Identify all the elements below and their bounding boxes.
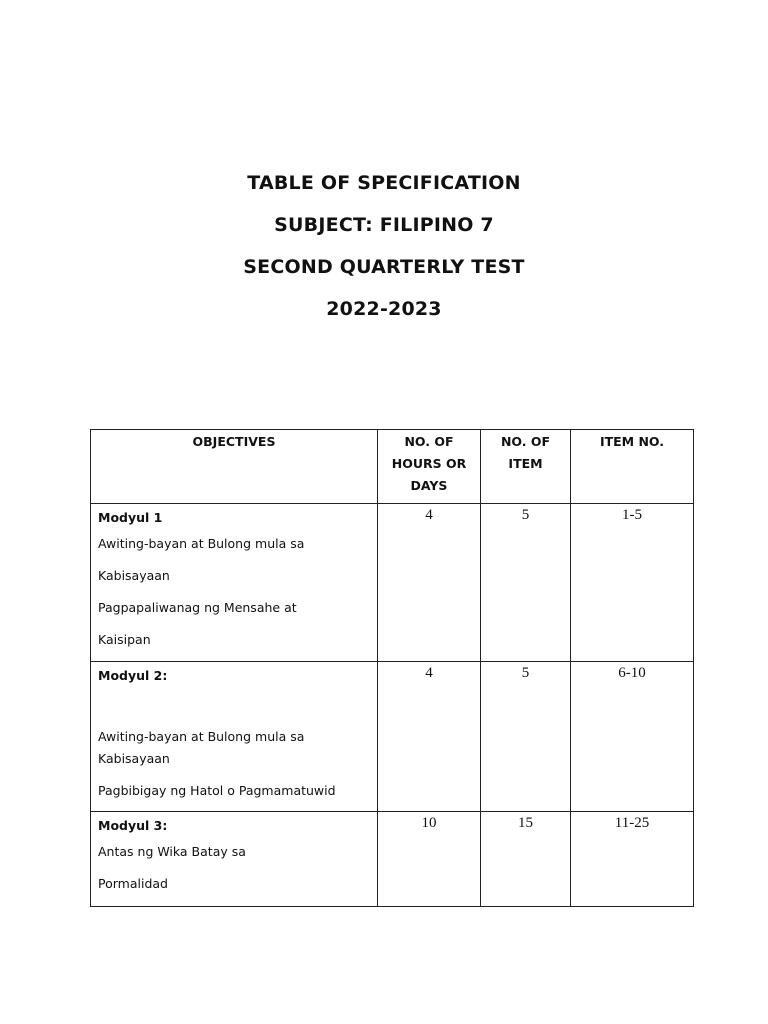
item-no-cell: 1-5 — [571, 504, 694, 662]
items-cell: 5 — [481, 662, 571, 812]
items-cell: 15 — [481, 812, 571, 907]
objective-line: Antas ng Wika Batay sa — [98, 844, 246, 859]
objective-line: Pagbibigay ng Hatol o Pagmamatuwid — [98, 783, 336, 798]
objective-line: Kabisayaan — [98, 751, 170, 766]
items-cell: 5 — [481, 504, 571, 662]
objective-line: Awiting-bayan at Bulong mula sa — [98, 729, 305, 744]
objective-cell — [91, 504, 378, 662]
module-label: Modyul 1 — [98, 510, 163, 525]
subject-line: SUBJECT: FILIPINO 7 — [274, 214, 494, 236]
table-row — [91, 662, 694, 812]
objective-line: Pormalidad — [98, 876, 168, 891]
item-no-cell: 6-10 — [571, 662, 694, 812]
header-items: NO. OF ITEM — [481, 430, 571, 504]
item-no-cell: 11-25 — [571, 812, 694, 907]
school-year: 2022-2023 — [326, 298, 442, 320]
table-row — [91, 504, 694, 662]
header-item-no: ITEM NO. — [571, 430, 694, 504]
objective-line: Kaisipan — [98, 632, 151, 647]
table-row — [91, 812, 694, 907]
hours-cell: 4 — [378, 504, 481, 662]
module-label: Modyul 3: — [98, 818, 168, 833]
header-hours: NO. OF HOURS OR DAYS — [378, 430, 481, 504]
table-header-row — [91, 430, 694, 504]
header-objectives: OBJECTIVES — [91, 430, 378, 504]
hours-cell: 4 — [378, 662, 481, 812]
specification-table — [90, 429, 694, 907]
objective-line: Pagpapaliwanag ng Mensahe at — [98, 600, 297, 615]
module-label: Modyul 2: — [98, 668, 168, 683]
objective-cell — [91, 662, 378, 812]
hours-cell: 10 — [378, 812, 481, 907]
document-titles — [0, 168, 768, 336]
objective-line: Kabisayaan — [98, 568, 170, 583]
objective-cell — [91, 812, 378, 907]
document-title: TABLE OF SPECIFICATION — [247, 172, 521, 194]
test-name: SECOND QUARTERLY TEST — [243, 256, 525, 278]
objective-line: Awiting-bayan at Bulong mula sa — [98, 536, 305, 551]
